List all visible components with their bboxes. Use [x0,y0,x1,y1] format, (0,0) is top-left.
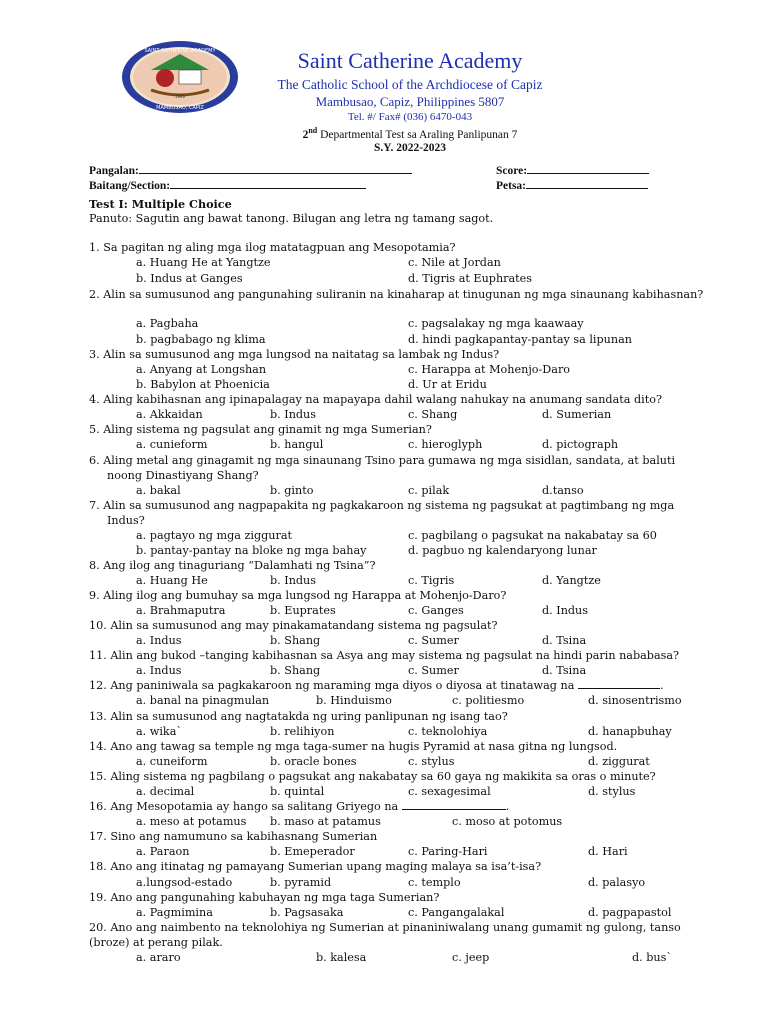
option-a[interactable]: a. Pagmimina [136,906,213,919]
option-a[interactable]: a. araro [136,951,181,964]
score-field[interactable]: Score: [496,162,649,177]
option-b[interactable]: b. pantay-pantay na bloke ng mga bahay [136,544,367,557]
option-d[interactable]: d. hanapbuhay [588,725,672,738]
school-contact: Tel. #/ Fax# (036) 6470-043 [347,111,473,123]
option-c[interactable]: c. Sumer [408,634,459,647]
option-d[interactable]: d. Indus [542,604,589,617]
option-a[interactable]: a. meso at potamus [136,815,247,828]
option-c[interactable]: c. pagsalakay ng mga kaawaay [408,317,584,330]
option-a[interactable]: a. Pagbaha [136,317,199,330]
option-b[interactable]: b. maso at patamus [270,815,381,828]
option-a[interactable]: a. Indus [136,634,182,647]
option-b[interactable]: b. Hinduismo [316,694,392,707]
option-a[interactable]: a.lungsod-estado [136,876,233,889]
question-text: 13. Alin sa sumusunod ang nagtatakda ng uring panlipunan ng isang tao? [89,710,508,723]
option-d[interactable]: d. bus` [632,951,672,964]
option-b[interactable]: b. Shang [270,634,321,647]
question-text: 12. Ang paniniwala sa pagkakaroon ng maraming mga diyos o diyosa at tinatawag na . [89,679,664,692]
option-b[interactable]: b. oracle bones [270,755,357,768]
question-text: 1. Sa pagitan ng aling mga ilog matatagpuan ang Mesopotamia? [89,241,456,254]
svg-text:MAMBUSAO, CAPIZ: MAMBUSAO, CAPIZ [156,105,204,111]
question-text: 4. Aling kabihasnan ang ipinapalagay na mapayapa dahil walang nahukay na anumang sandata dito? [89,393,662,406]
option-c[interactable]: c. pilak [408,484,450,497]
option-a[interactable]: a. Paraon [136,845,190,858]
option-b[interactable]: b. Shang [270,664,321,677]
option-c[interactable]: c. teknolohiya [408,725,488,738]
option-c[interactable]: c. moso at potomus [452,815,563,828]
question-text: 20. Ano ang naimbento na teknolohiya ng Sumerian at pinaniniwalang unang gumamit ng gulong, tanso [89,921,681,934]
option-d[interactable]: d. Hari [588,845,628,858]
school-address: Mambusao, Capiz, Philippines 5807 [315,94,505,109]
option-c[interactable]: c. Tigris [408,574,455,587]
option-d[interactable]: d. ziggurat [588,755,650,768]
option-b[interactable]: b. Babylon at Phoenicia [136,378,270,391]
option-c[interactable]: c. Pangangalakal [408,906,505,919]
option-c[interactable]: c. politiesmo [452,694,525,707]
school-name: Saint Catherine Academy [297,48,523,73]
option-d[interactable]: d. Tigris at Euphrates [408,272,533,285]
option-d[interactable]: d. Yangtze [542,574,601,587]
question-text: 14. Ano ang tawag sa temple ng mga taga-sumer na hugis Pyramid at nasa gitna ng lungsod. [89,740,618,753]
option-b[interactable]: b. relihiyon [270,725,335,738]
option-b[interactable]: b. Indus [270,408,317,421]
option-b[interactable]: b. kalesa [316,951,367,964]
option-d[interactable]: d. sinosentrismo [588,694,682,707]
option-c[interactable]: c. hieroglyph [408,438,483,451]
option-a[interactable]: a. Huang He at Yangtze [136,256,271,269]
test-part-title: Test I: Multiple Choice [89,197,232,211]
option-b[interactable]: b. ginto [270,484,314,497]
question-text: 10. Alin sa sumusunod ang may pinakamatandang sistema ng pagsulat? [89,619,498,632]
svg-text:1946: 1946 [174,94,186,99]
option-c[interactable]: c. pagbilang o pagsukat na nakabatay sa 60 [408,529,657,542]
test-title: 2nd Departmental Test sa Araling Panlipunan 7 [302,126,518,141]
option-b[interactable]: b. Emeperador [270,845,355,858]
option-d[interactable]: d. Sumerian [542,408,612,421]
question-text-cont: Indus? [107,514,145,527]
option-a[interactable]: a. decimal [136,785,195,798]
option-b[interactable]: b. hangul [270,438,324,451]
question-text: 11. Alin ang bukod –tanging kabihasnan sa Asya ang may sistema ng pagsulat na hindi parin nababasa? [89,649,680,662]
option-a[interactable]: a. Brahmaputra [136,604,226,617]
option-a[interactable]: a. banal na pinagmulan [136,694,270,707]
question-text: 2. Alin sa sumusunod ang pangunahing suliranin na kinaharap at tinugunan ng mga sinaunang kabihasnan? [89,288,704,301]
option-c[interactable]: c. sexagesimal [408,785,491,798]
option-d[interactable]: d.tanso [542,484,584,497]
option-c[interactable]: c. Nile at Jordan [408,256,501,269]
school-year: S.Y. 2022-2023 [373,142,447,154]
option-d[interactable]: d. pagpapastol [588,906,672,919]
option-b[interactable]: b. quintal [270,785,325,798]
option-d[interactable]: d. Ur at Eridu [408,378,487,391]
option-b[interactable]: b. Indus [270,574,317,587]
option-b[interactable]: b. pagbabago ng klima [136,333,266,346]
question-text: 5. Aling sistema ng pagsulat ang ginamit ng mga Sumerian? [89,423,432,436]
option-b[interactable]: b. Euprates [270,604,336,617]
question-text: 8. Ang ilog ang tinaguriang “Dalamhati ng Tsina”? [89,559,376,572]
option-d[interactable]: d. pictograph [542,438,619,451]
option-b[interactable]: b. Pagsasaka [270,906,344,919]
option-d[interactable]: d. Tsina [542,664,587,677]
option-d[interactable]: d. pagbuo ng kalendaryong lunar [408,544,597,557]
option-a[interactable]: a. bakal [136,484,181,497]
option-d[interactable]: d. hindi pagkapantay-pantay sa lipunan [408,333,632,346]
question-text: 7. Alin sa sumusunod ang nagpapakita ng pagkakaroon ng sistema ng pagsukat at pagtimbang ng mga [89,499,675,512]
option-a[interactable]: a. wika` [136,725,182,738]
option-c[interactable]: c. jeep [452,951,490,964]
section-field[interactable]: Baitang/Section: [89,177,366,192]
option-a[interactable]: a. cuneiform [136,755,208,768]
option-b[interactable]: b. pyramid [270,876,332,889]
option-d[interactable]: d. palasyo [588,876,646,889]
school-tagline: The Catholic School of the Archdiocese of Capiz [277,77,543,92]
option-c[interactable]: c. Harappa at Mohenjo-Daro [408,363,571,376]
option-b[interactable]: b. Indus at Ganges [136,272,243,285]
question-text: 17. Sino ang namumuno sa kabihasnang Sumerian [89,830,378,843]
option-a[interactable]: a. Huang He [136,574,208,587]
question-text-cont: (broze) at perang pilak. [89,936,223,949]
school-seal-logo [121,40,239,114]
option-c[interactable]: c. Paring-Hari [408,845,488,858]
option-c[interactable]: c. Ganges [408,604,464,617]
question-text: 16. Ang Mesopotamia ay hango sa salitang Griyego na . [89,800,510,813]
option-c[interactable]: c. stylus [408,755,455,768]
question-text-cont: noong Dinastiyang Shang? [107,469,259,482]
option-d[interactable]: d. Tsina [542,634,587,647]
option-c[interactable]: c. Shang [408,408,458,421]
question-text: 19. Ano ang pangunahing kabuhayan ng mga taga Sumerian? [89,891,440,904]
option-a[interactable]: a. Akkaidan [136,408,203,421]
option-a[interactable]: a. pagtayo ng mga ziggurat [136,529,292,542]
option-c[interactable]: c. Sumer [408,664,459,677]
question-text: 18. Ano ang itinatag ng pamayang Sumerian upang maging malaya sa isa’t-isa? [89,860,542,873]
directions: Panuto: Sagutin ang bawat tanong. Bilugan ang letra ng tamang sagot. [89,212,494,225]
option-d[interactable]: d. stylus [588,785,636,798]
question-text: 15. Aling sistema ng pagbilang o pagsukat ang nakabatay sa 60 gaya ng makikita sa oras o minute? [89,770,656,783]
question-text: 3. Alin sa sumusunod ang mga lungsod na naitatag sa lambak ng Indus? [89,348,500,361]
question-text: 6. Aling metal ang ginagamit ng mga sinaunang Tsino para gumawa ng mga sisidlan, sandata, at baluti [89,454,676,467]
option-c[interactable]: c. templo [408,876,461,889]
option-a[interactable]: a. Indus [136,664,182,677]
option-a[interactable]: a. Anyang at Longshan [136,363,267,376]
option-a[interactable]: a. cunieform [136,438,208,451]
name-field[interactable]: Pangalan: [89,162,412,177]
question-text: 9. Aling ilog ang bumuhay sa mga lungsod ng Harappa at Mohenjo-Daro? [89,589,507,602]
svg-text:SAINT CATHERINE ACADEMY: SAINT CATHERINE ACADEMY [144,48,216,54]
date-field[interactable]: Petsa: [496,177,648,192]
